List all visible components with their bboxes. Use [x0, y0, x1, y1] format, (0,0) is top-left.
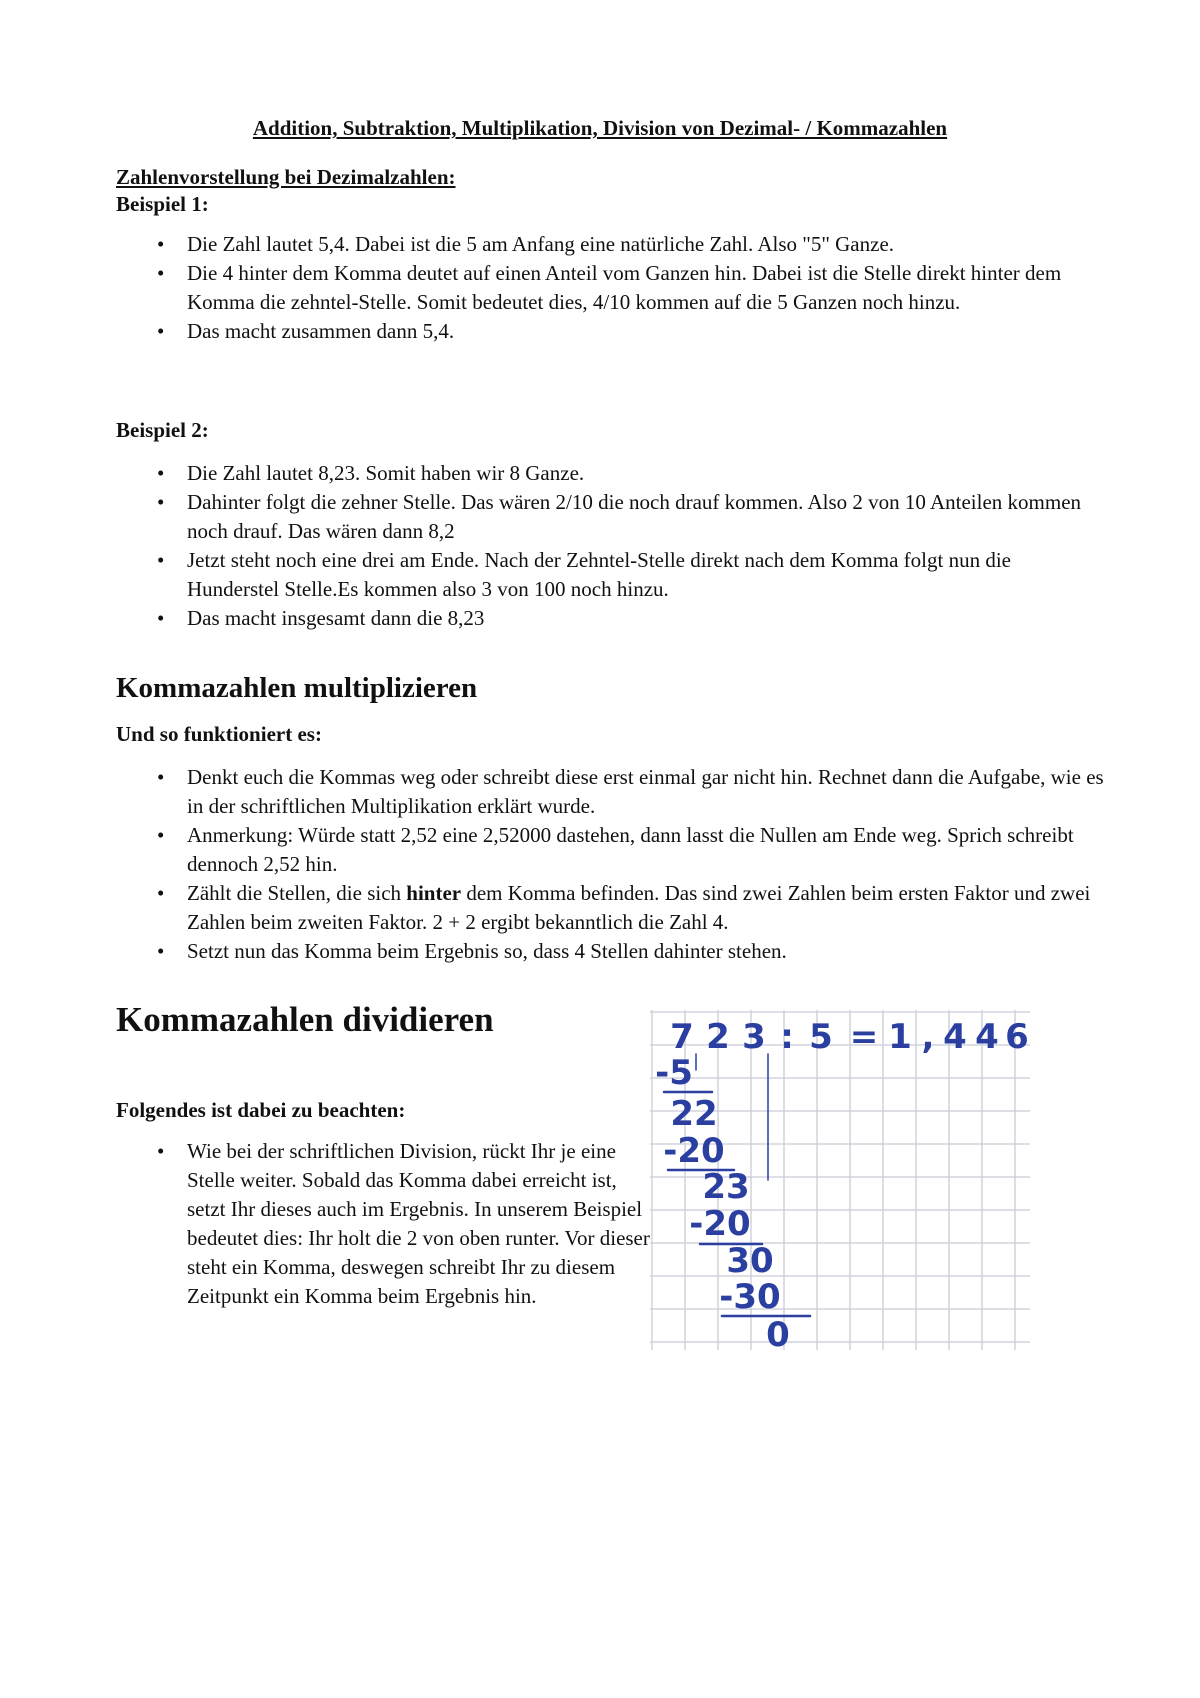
- example-1-list: [116, 230, 1106, 346]
- emphasis-hinter: hinter: [406, 881, 462, 905]
- example-2-list: [116, 459, 1106, 633]
- list-item: • Wie bei der schriftlichen Division, rückt Ihr je eine Stelle weiter. Sobald das Komma dabei erreicht ist, setzt Ihr dieses auch im Ergebnis. In unserem Beispiel bedeutet dies: Ihr holt die 2 von oben runter. Vor dieser steht ein Komma, deswegen schreibt Ihr zu diesem Zeitpunkt ein Komma beim Ergebnis hin.: [116, 1137, 650, 1311]
- equation-digit: =: [849, 1017, 879, 1057]
- equation-digit: :: [780, 1017, 794, 1057]
- multiply-list: [116, 763, 1106, 966]
- working-row: -5: [655, 1053, 693, 1093]
- list-item: • Dahinter folgt die zehner Stelle. Das wären 2/10 die noch drauf kommen. Also 2 von 10 Anteilen kommen noch drauf. Das wären dann 8,2: [116, 488, 1106, 546]
- list-item: [116, 879, 1106, 937]
- handwritten-division-image: [650, 1010, 1030, 1350]
- list-item: • Anmerkung: Würde statt 2,52 eine 2,52000 dastehen, dann lasst die Nullen am Ende weg. Sprich schreibt dennoch 2,52 hin.: [116, 821, 1106, 879]
- equation-digit: 7: [670, 1017, 694, 1057]
- equation-digit: 5: [809, 1017, 833, 1057]
- working-row: -20: [663, 1131, 725, 1171]
- list-item: • Die 4 hinter dem Komma deutet auf einen Anteil vom Ganzen hin. Dabei ist die Stelle direkt hinter dem Komma die zehntel-Stelle. Somit bedeutet dies, 4/10 kommen auf die 5 Ganzen noch hinzu.: [116, 259, 1106, 317]
- list-item-text: Zählt die Stellen, die sich: [187, 881, 407, 905]
- equation-digit: 4: [943, 1017, 967, 1057]
- divide-list: [116, 1137, 650, 1311]
- working-row: -30: [719, 1277, 781, 1317]
- divide-heading: Kommazahlen dividieren: [116, 1000, 494, 1039]
- list-item: • Setzt nun das Komma beim Ergebnis so, dass 4 Stellen dahinter stehen.: [116, 937, 1106, 966]
- multiply-subheading: Und so funktioniert es:: [116, 722, 322, 746]
- divide-subheading: Folgendes ist dabei zu beachten:: [116, 1098, 406, 1122]
- multiply-heading: Kommazahlen multiplizieren: [116, 672, 478, 704]
- example-1-label: Beispiel 1:: [116, 192, 209, 216]
- list-item: • Das macht zusammen dann 5,4.: [116, 317, 1106, 346]
- working-row: 30: [726, 1241, 774, 1281]
- list-item: • Die Zahl lautet 5,4. Dabei ist die 5 am Anfang eine natürliche Zahl. Also "5" Ganze.: [116, 230, 1106, 259]
- example-2-label: Beispiel 2:: [116, 418, 209, 442]
- equation-digit: 2: [706, 1017, 730, 1057]
- working-row: 23: [702, 1167, 750, 1207]
- equation-digit: 4: [975, 1017, 999, 1057]
- section-heading-zahlenvorstellung: Zahlenvorstellung bei Dezimalzahlen:: [116, 165, 456, 189]
- list-item-text: dem Komma befinden. Das sind zwei Zahlen beim ersten Faktor und zwei Zahlen beim zweiten Faktor. 2 + 2 ergibt bekanntlich die Zahl 4.: [187, 881, 1091, 934]
- list-item: • Das macht insgesamt dann die 8,23: [116, 604, 1106, 633]
- list-item: • Die Zahl lautet 8,23. Somit haben wir 8 Ganze.: [116, 459, 1106, 488]
- working-row: 0: [766, 1315, 790, 1350]
- equation-digit: 1: [888, 1017, 912, 1057]
- list-item: • Denkt euch die Kommas weg oder schreibt diese erst einmal gar nicht hin. Rechnet dann die Aufgabe, wie es in der schriftlichen Multiplikation erklärt wurde.: [116, 763, 1106, 821]
- list-item: • Jetzt steht noch eine drei am Ende. Nach der Zehntel-Stelle direkt nach dem Komma folgt nun die Hunderstel Stelle.Es kommen also 3 von 100 noch hinzu.: [116, 546, 1106, 604]
- working-row: 22: [670, 1094, 718, 1134]
- working-row: -20: [689, 1204, 751, 1244]
- equation-digit: 6: [1005, 1017, 1029, 1057]
- document-title: Addition, Subtraktion, Multiplikation, Division von Dezimal- / Kommazahlen: [252, 116, 948, 140]
- equation-digit: 3: [742, 1017, 766, 1057]
- equation-digit: ,: [921, 1017, 935, 1057]
